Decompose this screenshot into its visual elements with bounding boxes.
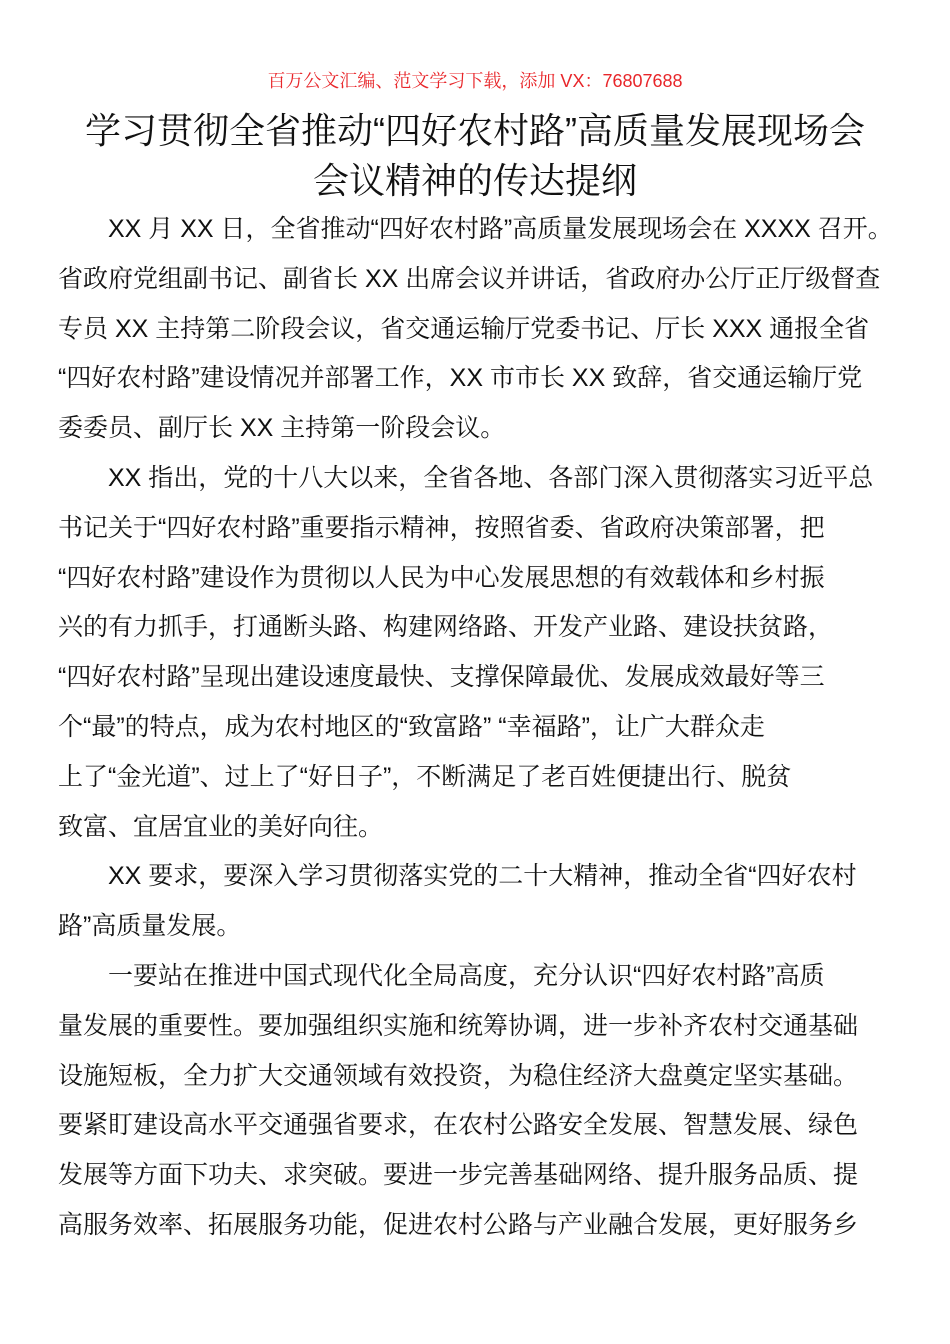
- text-line: 路”高质量发展。: [58, 912, 242, 941]
- text-line: 上了“金光道”、过上了“好日子”，不断满足了老百姓便捷出行、脱贫: [58, 762, 792, 791]
- text-line: 委委员、副厅长 XX 主持第一阶段会议。: [58, 414, 506, 443]
- text-line: XX 指出，党的十八大以来，全省各地、各部门深入贯彻落实习近平总: [108, 463, 874, 492]
- text-line: 个“最”的特点，成为农村地区的“致富路” “幸福路”，让广大群众走: [58, 712, 765, 741]
- text-line: 高服务效率、拓展服务功能，促进农村公路与产业融合发展，更好服务乡: [58, 1210, 859, 1239]
- text-line: 书记关于“四好农村路”重要指示精神，按照省委、省政府决策部署，把: [58, 513, 825, 542]
- text-line: 兴的有力抓手，打通断头路、构建网络路、开发产业路、建设扶贫路，: [58, 613, 834, 642]
- text-line: 省政府党组副书记、副省长 XX 出席会议并讲话，省政府办公厅正厅级督查: [58, 264, 881, 293]
- text-line: XX 要求，要深入学习贯彻落实党的二十大精神，推动全省“四好农村: [108, 862, 857, 891]
- text-line: 发展等方面下功夫、求突破。要进一步完善基础网络、提升服务品质、提: [58, 1161, 859, 1190]
- text-line: 一要站在推进中国式现代化全局高度，充分认识“四好农村路”高质: [108, 961, 825, 990]
- text-line: 专员 XX 主持第二阶段会议，省交通运输厅党委书记、厅长 XXX 通报全省: [58, 314, 870, 343]
- text-line: “四好农村路”建设作为贯彻以人民为中心发展思想的有效载体和乡村振: [58, 563, 825, 592]
- text-line: 量发展的重要性。要加强组织实施和统筹协调，进一步补齐农村交通基础: [58, 1011, 859, 1040]
- text-line: “四好农村路”呈现出建设速度最快、支撑保障最优、发展成效最好等三: [58, 663, 825, 692]
- title-line: 学习贯彻全省推动“四好农村路”高质量发展现场会: [85, 110, 865, 151]
- paragraph: [58, 454, 898, 852]
- text-line: XX 月 XX 日，全省推动“四好农村路”高质量发展现场会在 XXXX 召开。: [108, 215, 893, 243]
- paragraph: [58, 852, 898, 952]
- text-line: 致富、宜居宜业的美好向往。: [58, 812, 384, 841]
- document-body: [58, 205, 898, 1251]
- paragraph: [58, 952, 898, 1251]
- watermark-header: 百万公文汇编、范文学习下载，添加 VX：76807688: [267, 71, 683, 91]
- paragraph: [58, 205, 898, 454]
- text-line: 要紧盯建设高水平交通强省要求，在农村公路安全发展、智慧发展、绿色: [58, 1111, 859, 1140]
- document-title: [0, 106, 950, 206]
- title-line: 会议精神的传达提纲: [312, 160, 637, 201]
- text-line: 设施短板，全力扩大交通领域有效投资，为稳住经济大盘奠定坚实基础。: [58, 1061, 859, 1090]
- text-line: “四好农村路”建设情况并部署工作，XX 市市长 XX 致辞，省交通运输厅党: [58, 364, 863, 393]
